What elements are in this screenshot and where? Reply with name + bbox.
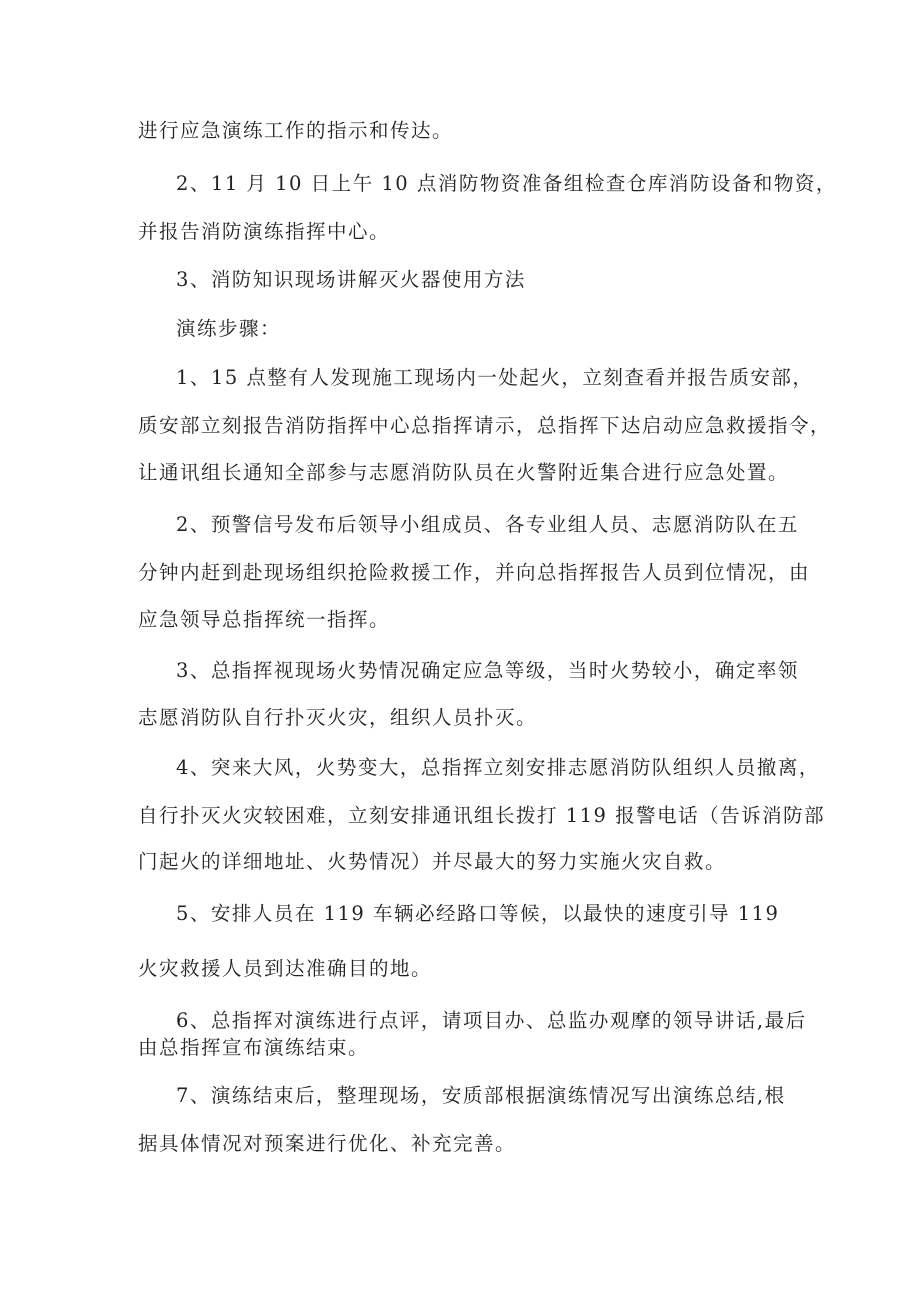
text-line: 进行应急演练工作的指示和传达。: [138, 119, 454, 142]
text-line: 5、安排人员在 119 车辆必经路口等候，以最快的速度引导 119: [176, 902, 780, 925]
text-line: 门起火的详细地址、火势情况）并尽最大的努力实施火灾自救。: [138, 850, 727, 873]
text-line: 质安部立刻报告消防指挥中心总指挥请示，总指挥下达启动应急救援指令，: [138, 414, 832, 437]
text-line: 2、11 月 10 日上午 10 点消防物资准备组检查仓库消防设备和物资，: [176, 172, 837, 195]
text-line: 应急领导总指挥统一指挥。: [138, 608, 391, 631]
text-line: 1、15 点整有人发现施工现场内一处起火，立刻查看并报告质安部，: [176, 366, 814, 389]
text-line: 火灾救援人员到达准确目的地。: [138, 957, 433, 980]
section-heading: 演练步骤：: [176, 317, 282, 340]
text-line: 据具体情况对预案进行优化、补充完善。: [138, 1132, 517, 1155]
text-line: 3、总指挥视现场火势情况确定应急等级，当时火势较小，确定率领: [176, 659, 799, 682]
text-line: 3、消防知识现场讲解灭火器使用方法: [176, 268, 526, 291]
text-line: 并报告消防演练指挥中心。: [138, 220, 391, 243]
text-line: 由总指挥宣布演练结束。: [138, 1036, 370, 1059]
text-line: 分钟内赶到赴现场组织抢险救援工作，并向总指挥报告人员到位情况，由: [138, 561, 811, 584]
text-line: 7、演练结束后，整理现场，安质部根据演练情况写出演练总结,根: [176, 1084, 786, 1107]
text-line: 自行扑灭火灾较困难，立刻安排通讯组长拨打 119 报警电话（告诉消防部: [138, 804, 826, 827]
text-line: 4、突来大风，火势变大，总指挥立刻安排志愿消防队组织人员撤离，: [176, 756, 820, 779]
text-line: 6、总指挥对演练进行点评，请项目办、总监办观摩的领导讲话,最后: [176, 1009, 807, 1032]
text-line: 让通讯组长通知全部参与志愿消防队员在火警附近集合进行应急处置。: [138, 461, 790, 484]
text-line: 2、预警信号发布后领导小组成员、各专业组人员、志愿消防队在五: [176, 513, 799, 536]
text-line: 志愿消防队自行扑灭火灾，组织人员扑灭。: [138, 706, 538, 729]
